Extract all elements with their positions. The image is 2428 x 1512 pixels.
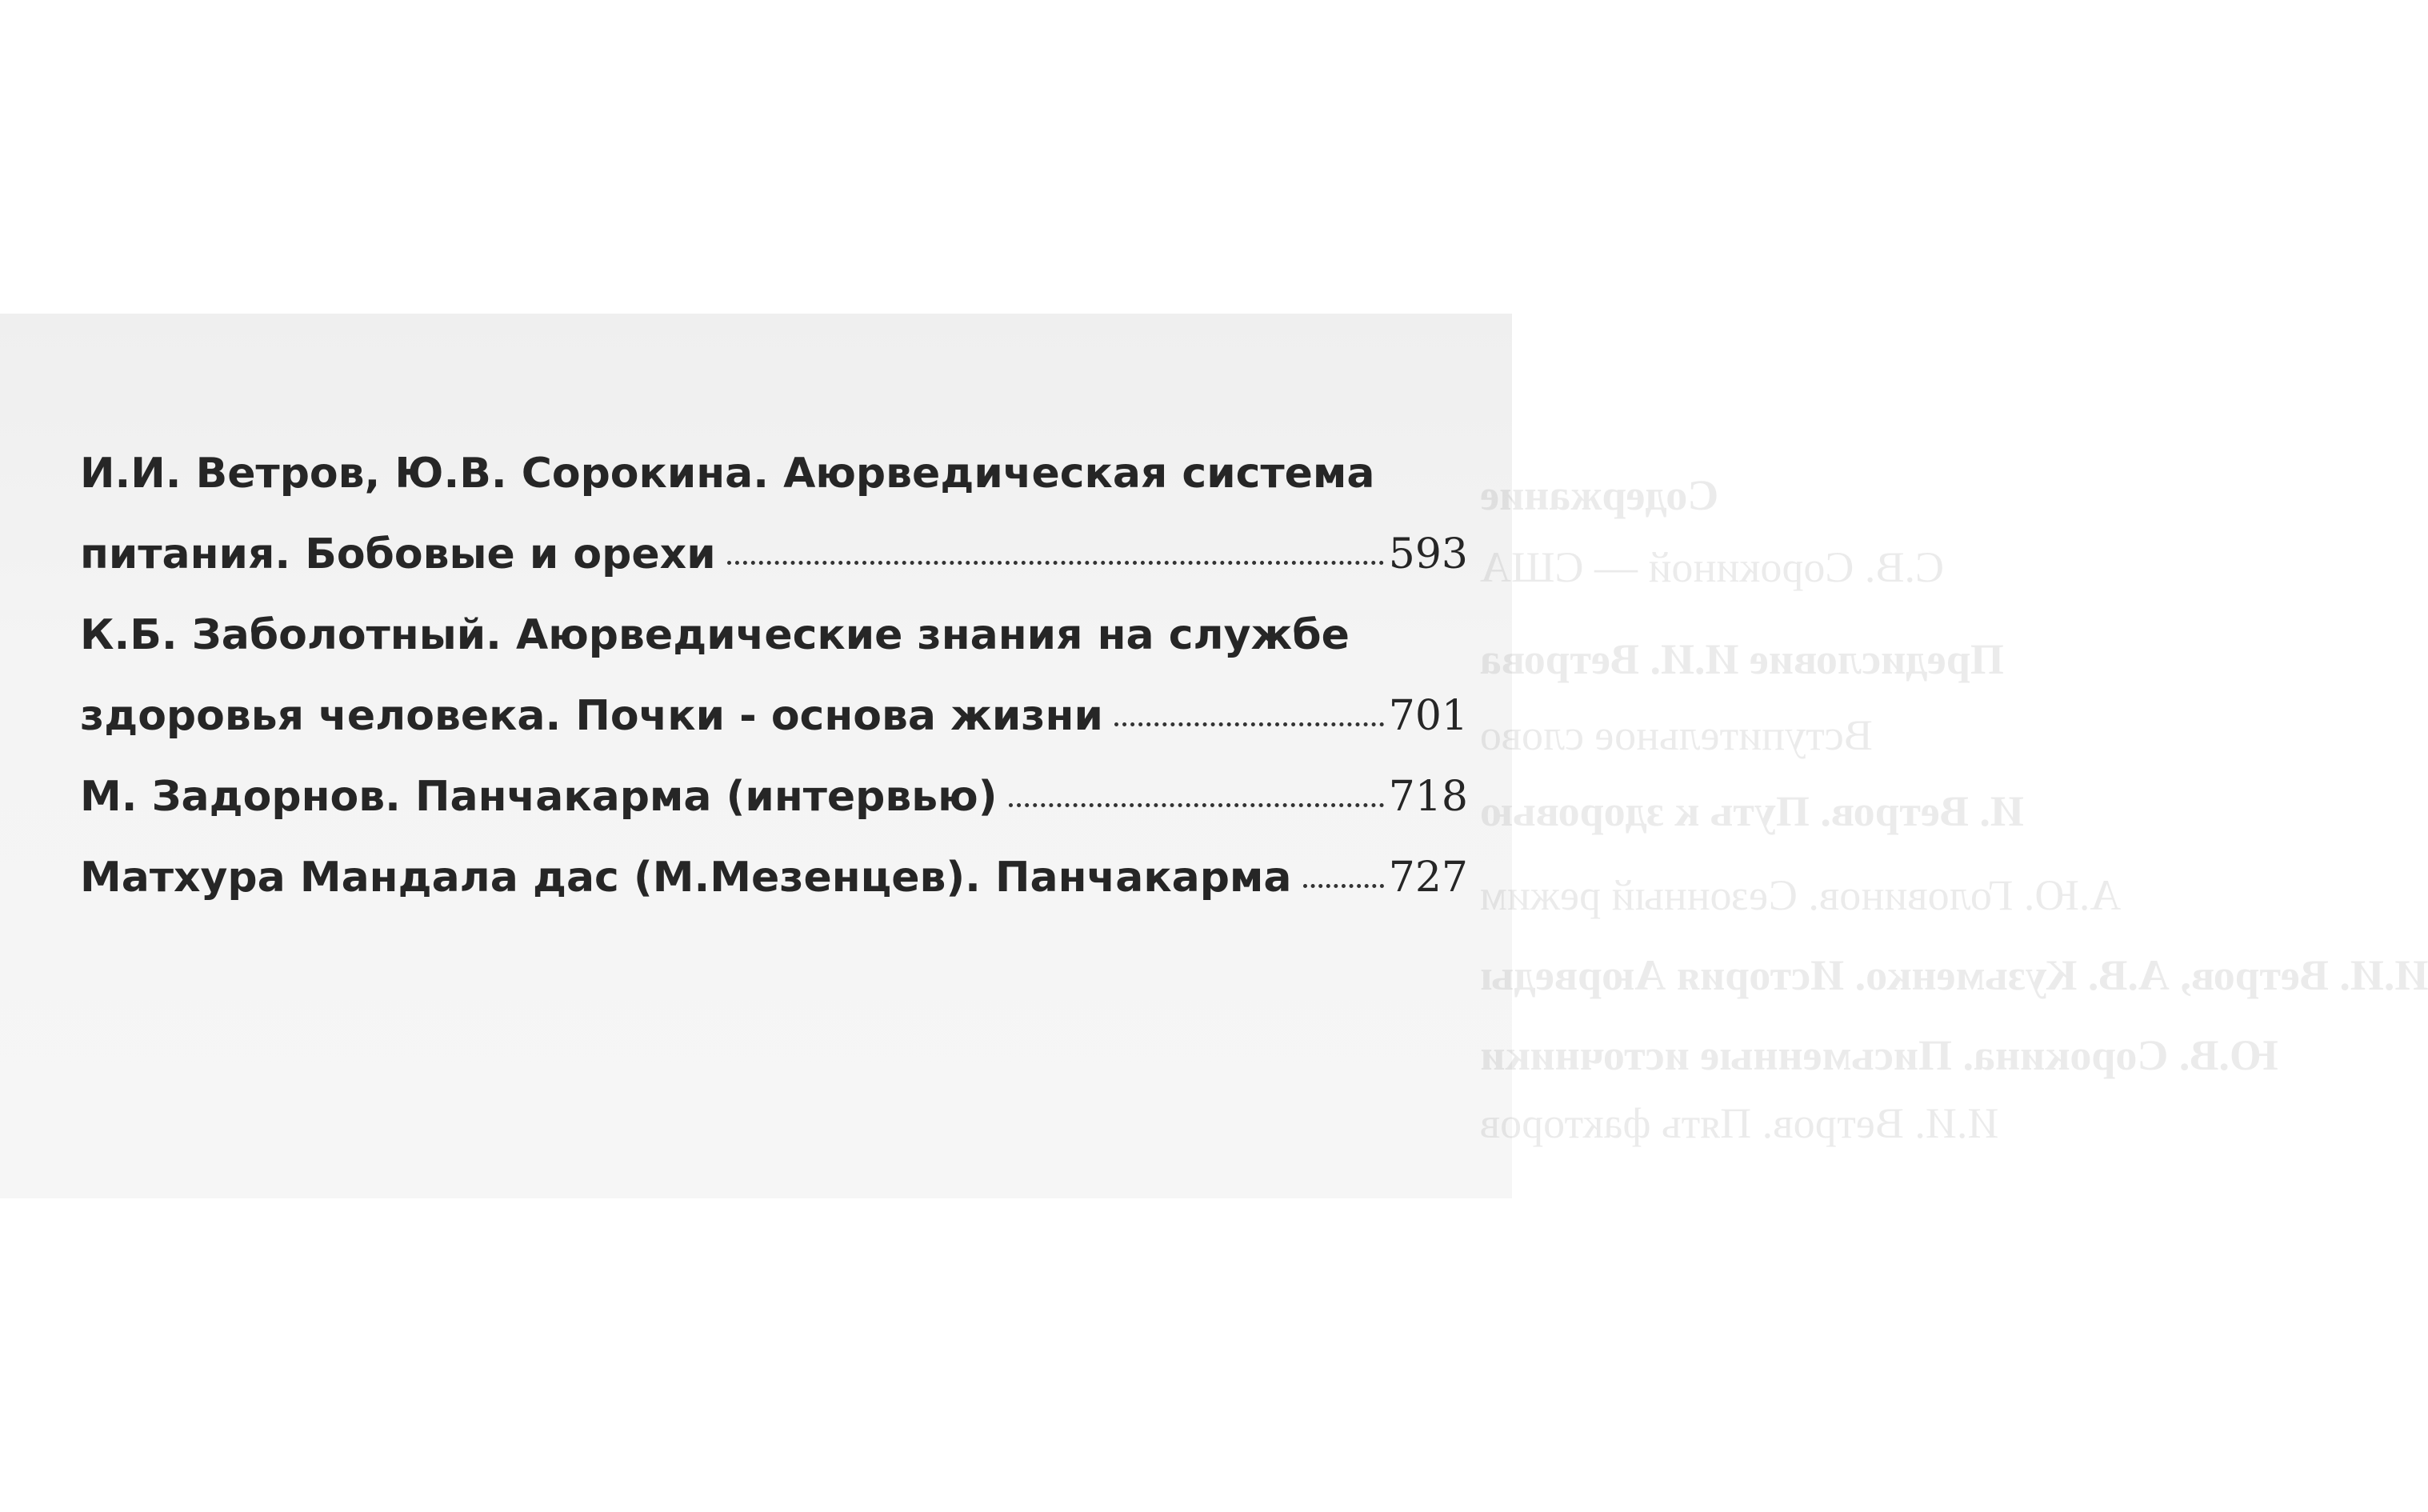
dot-leader: [1303, 884, 1384, 888]
toc-entry-2-line-2: [80, 676, 1468, 757]
toc-entry-2-title-part-2: здоровья человека. Почки - основа жизни: [80, 692, 1103, 740]
toc-entry-4-title: Матхура Мандала дас (М.Мезенцев). Панчакарма: [80, 854, 1292, 902]
toc-entry-3-title: М. Задорнов. Панчакарма (интервью): [80, 773, 998, 821]
book-page: [0, 314, 2428, 1198]
toc-entry-4: [80, 838, 1468, 918]
toc-entry-1-line-1: [80, 434, 1468, 514]
dot-leader: [1114, 722, 1384, 726]
toc-entry-2-title-part-1: К.Б. Заболотный. Аюрведические знания на службе: [80, 611, 1350, 659]
toc-entry-3-page-number: 718: [1388, 773, 1468, 821]
toc-entry-1-page-number: 593: [1388, 530, 1468, 578]
toc-entry-1-title-part-1: И.И. Ветров, Ю.В. Сорокина. Аюрведическая система: [80, 450, 1375, 498]
table-of-contents: [80, 434, 1468, 918]
toc-entry-2-page-number: 701: [1388, 692, 1468, 740]
toc-entry-2-line-1: [80, 595, 1468, 676]
dot-leader: [727, 561, 1384, 565]
dot-leader: [1009, 803, 1384, 807]
toc-entry-3: [80, 757, 1468, 838]
toc-entry-1-title-part-2: питания. Бобовые и орехи: [80, 530, 716, 578]
toc-entry-4-page-number: 727: [1388, 854, 1468, 902]
toc-entry-1-line-2: [80, 514, 1468, 595]
show-through-text: Содержание С.В. Сорокиной — США Предисловие И.И. Ветрова Вступительное слово И. Ветров. Путь к здоровью А.Ю. Головинов. Сезонный режим И.И. Ветров, А.В. Кузьменко. История Аюрведы Ю.В. Сорокина. Письменные источники И.И. Ветров. Пять факторов: [1480, 471, 2428, 1147]
